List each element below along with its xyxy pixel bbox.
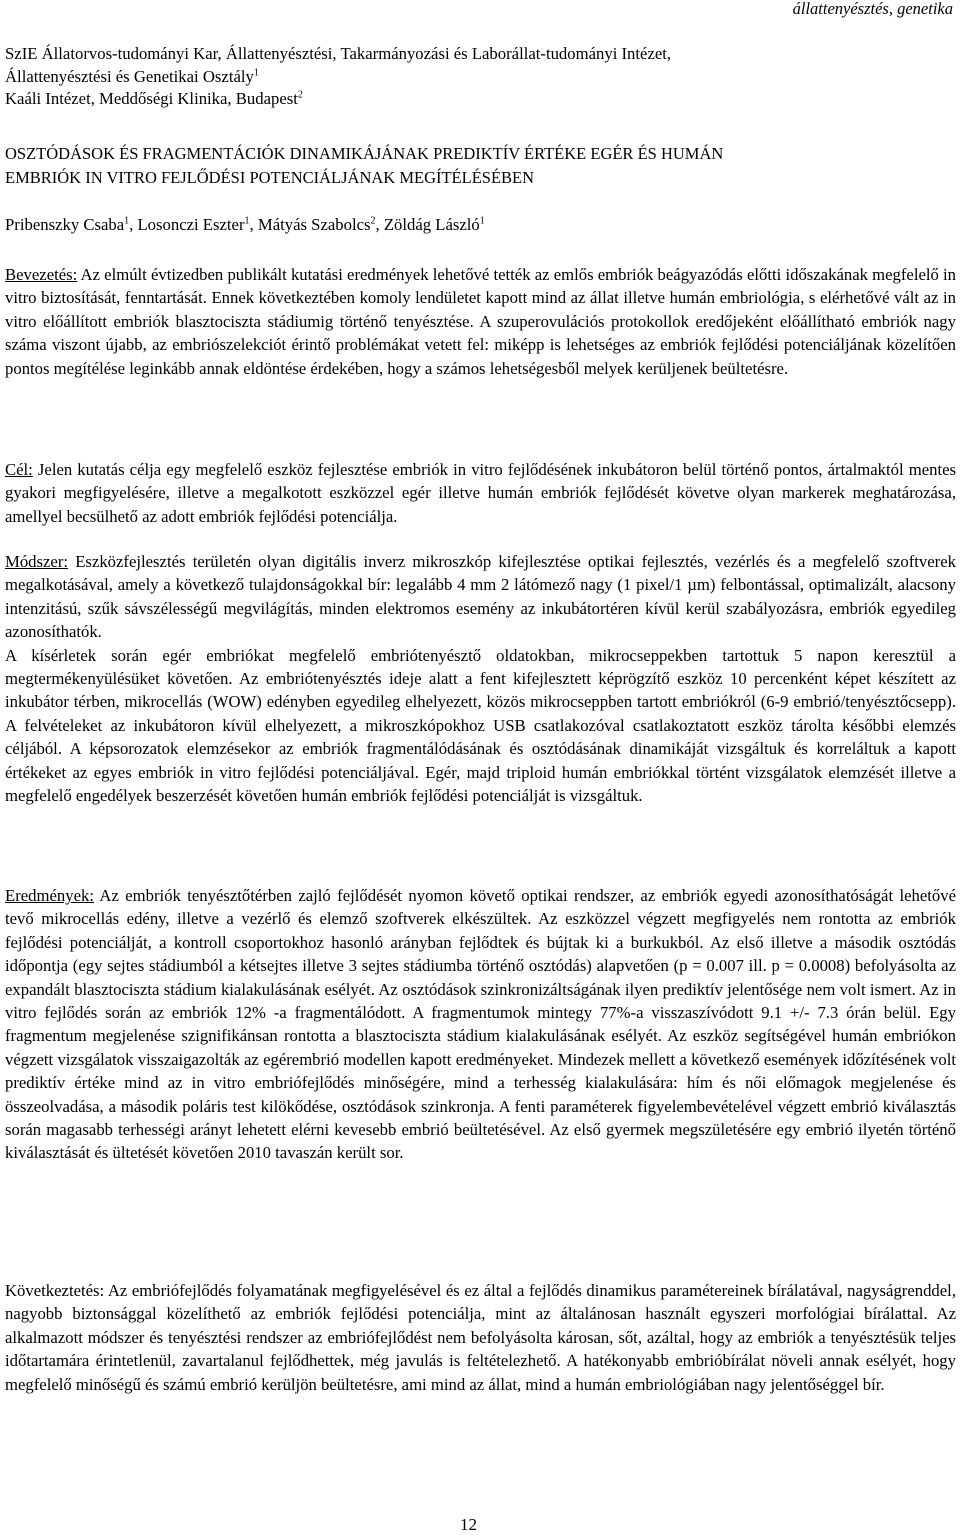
affiliation-line: SzIE Állatorvos-tudományi Kar, Állattenyésztési, Takarmányozási és Laborállat-tudományi Intézet, [5, 44, 672, 63]
affiliation-line: Kaáli Intézet, Meddőségi Klinika, Budapest$^2$ [5, 89, 303, 109]
results-section [5, 884, 956, 1165]
intro-label: Bevezetés: [5, 265, 78, 284]
author: Zöldág László$^1$ [383, 215, 485, 234]
page-number: 12 [460, 1515, 477, 1534]
method-paragraph: A kísérletek során egér embriókat megfelelő embriótenyésztő oldatokban, mikrocseppekben tartottuk 5 napon keresztül a megtermékenyülésüket követően. Az embriótenyésztés ideje alatt a fent kifejlesztett képrögzítő eszköz 10 percenként képet készített az inkubátor térben, mikrocellás (WOW) edényben egyedileg elhelyezett, közös mikrocseppben tartott embriókról (6-9 embrió/tenyésztőcsepp). A felvételeket az inkubátoron kívül elhelyezett, a mikroszkópokhoz USB csatlakozóval csatlakoztatott eszköz tárolta későbbi elemzés céljából. A képsorozatok elemzésekor az embriók fragmentálódásának és osztódásának dinamikáját vizsgáltuk és korreláltuk a kapott értékeket az egyes embriók in vitro fejlődési potenciáljával. Egér, majd triploid humán embriókkal történt vizsgálatok elemzését illetve a megfelelő engedélyek beszerzését követően humán embriók fejlődési potenciálját is vizsgáltuk. [5, 645, 956, 806]
author-list [5, 214, 485, 236]
affiliation-line: Állattenyésztési és Genetikai Osztály$^1$ [5, 66, 259, 86]
aim-text: Jelen kutatás célja egy megfelelő eszköz fejlesztése embriók in vitro fejlődésének inkubátoron belül történő pontos, ártalmaktól mentes gyakori megfigyelésére, illetve a megalkotott eszközzel egér illetve humán embriók fejlődését követve olyan markerek meghatározása, amellyel becsülhető az adott embriók fejlődési potenciálja. [5, 460, 956, 526]
author: Mátyás Szabolcs$^2$, [257, 215, 384, 234]
title-line: OSZTÓDÁSOK ÉS FRAGMENTÁCIÓK DINAMIKÁJÁNAK PREDIKTÍV ÉRTÉKE EGÉR ÉS HUMÁN [5, 144, 724, 163]
affiliations [5, 43, 671, 111]
aim-label: Cél: [5, 460, 33, 479]
results-label: Eredmények: [5, 886, 94, 905]
method-label: Módszer: [5, 552, 69, 571]
method-section [5, 550, 956, 807]
author: Losonczi Eszter$^1$, [137, 215, 258, 234]
running-header: állattenyésztés, genetika [792, 0, 953, 18]
method-paragraph [5, 550, 956, 644]
title-line: EMBRIÓK IN VITRO FEJLŐDÉSI POTENCIÁLJÁNAK MEGÍTÉLÉSÉBEN [5, 168, 535, 187]
paper-title [5, 142, 957, 190]
intro-section [5, 263, 956, 380]
intro-text: Az elmúlt évtizedben publikált kutatási eredmények lehetővé tették az emlős embriók beágyazódás előtti időszakának megfelelő in vitro biztosítását, fenntartását. Ennek következtében komoly lendületet kapott mind az állat illetve humán embriológia, s elérhetővé vált az in vitro előállított embriók blasztociszta stádiumig történő tenyésztése. A szuperovulációs protokollok eredőjeként előállítható embriók nagy száma viszont újabb, az embriószelekciót érintő problémákat vetett fel: miképp is lehetséges az embriók fejlődési potenciáljának közelítően pontos megítélése leginkább annak eldöntése érdekében, hogy a számos lehetségesből melyek kerüljenek beültetésre. [5, 265, 956, 378]
results-text: Az embriók tenyésztőtérben zajló fejlődését nyomon követő optikai rendszer, az embriók egyedi azonosíthatóságát lehetővé tevő mikrocellás edény, illetve a vezérlő és elemző szoftverek elkészültek. Az eszközzel végzett megfigyelés nem rontotta az embriók fejlődési potenciálját, a kontroll csoportokhoz hasonló arányban fejlődtek és bújtak ki a burkukból. Az első illetve a második osztódás időpontja (egy sejtes stádiumból a kétsejtes illetve 3 sejtes stádiumba történő osztódás) alapvetően (p = 0.007 ill. p = 0.0008) befolyásolta az expandált blasztociszta stádium kialakulásának esélyét. Az osztódások szinkronizáltságának ilyen prediktív jelentősége nem volt ismert. Az in vitro fejlődés során az embriók 12% -a fragmentálódott. A fragmentumok mintegy 77%-a visszaszívódott 9.1 +/- 7.3 órán belül. Egy fragmentum megjelenése szignifikánsan rontotta a blasztociszta stádium kialakulásának esélyét. Az eszköz segítségével humán embriókon végzett vizsgálatok visszaigazolták az egérembrió modellen kapott eredményeket. Mindezek mellett a következő események időzítésének volt prediktív értéke mind az in vitro embriófejlődés minőségére, mind a terhesség kialakulására: hím és női előmagok megjelenése és összeolvadása, a második poláris test kilökődése, osztódások szinkronja. A fenti paraméterek figyelembevételével végzett embrió kiválasztás során magasabb terhességi arányt lehetett elérni kevesebb embrió beültetésével. Az első gyermek megszületésére egy embrió ilyetén történő kiválasztását és ültetését követően 2010 tavaszán került sor. [5, 886, 956, 1163]
author: Pribenszky Csaba$^1$, [5, 215, 138, 234]
aim-section [5, 458, 956, 528]
conclusion-section: Következtetés: Az embriófejlődés folyamatának megfigyelésével és ez által a fejlődés dinamikus paramétereinek bírálatával, nagyságrenddel, nagyobb biztonsággal közelíthető az embriók fejlődési potenciálja, mint az általánosan használt egyszeri morfológiai bírálattal. Az alkalmazott módszer és tenyésztési rendszer az embriófejlődést nem befolyásolta károsan, sőt, azáltal, hogy az embriók a tenyésztésük teljes időtartamára érintetlenül, zavartalanul fejlődhettek, még javulás is feltételezhető. A hatékonyabb embrióbírálat növeli annak esélyét, hogy megfelelő minőségű és számú embrió kerüljön beültetésre, ami mind az állat, mind a humán embriológiában nagy jelentőséggel bír. [5, 1281, 956, 1394]
method-text: Eszközfejlesztés területén olyan digitális inverz mikroszkóp kifejlesztése optikai fejlesztés, vezérlés és a megfelelő szoftverek megalkotásával, amely a következő tulajdonságokkal bír: legalább 4 mm 2 látómező nagy (1 pixel/1 µm) felbontással, optimalizált, alacsony intenzitású, szűk sávszélességű megvilágítás, minden elektromos esemény az inkubátortéren kívül kerül szabályozásra, embriók egyedileg azonosíthatók. [5, 552, 956, 642]
